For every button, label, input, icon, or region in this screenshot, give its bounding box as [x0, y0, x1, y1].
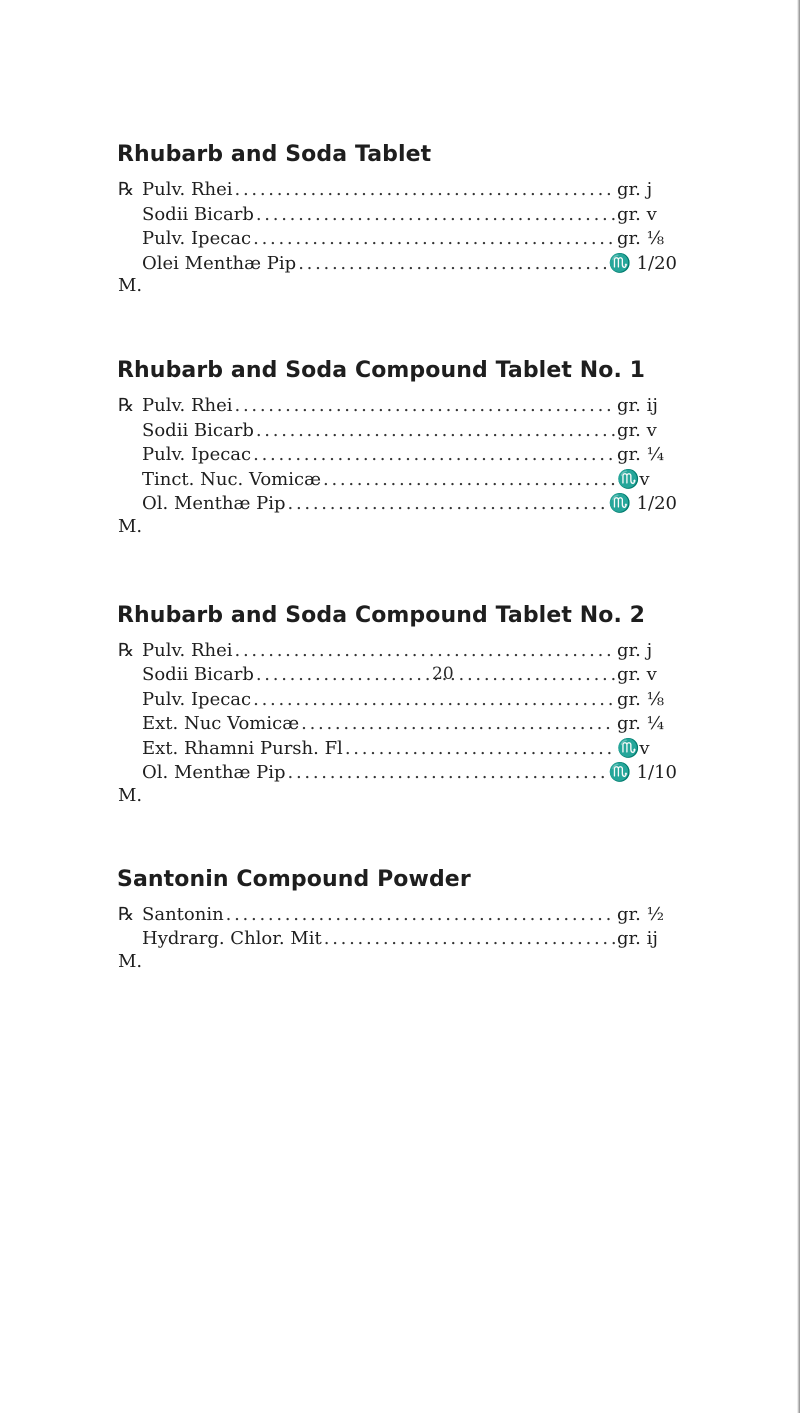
ingredient-dose: ♏ 1/20: [608, 493, 677, 514]
ingredient-line: [117, 663, 677, 688]
ingredient-dose: ♏v: [617, 468, 650, 490]
ingredient-line: [117, 443, 677, 468]
recipe-rhubarb-soda-tablet: [117, 140, 677, 296]
misce-mark: M.: [118, 950, 143, 972]
dot-leader: [256, 203, 615, 228]
ingredient-line: [117, 227, 677, 252]
dot-leader: [253, 227, 615, 252]
dot-leader: [235, 394, 616, 419]
ingredient-name: Sodii Bicarb: [142, 419, 254, 441]
dot-leader: [324, 927, 615, 952]
dot-leader: [288, 761, 607, 786]
recipe-title: Rhubarb and Soda Compound Tablet No. 1: [117, 358, 646, 383]
dot-leader: [298, 252, 606, 277]
misce-mark: M.: [118, 784, 143, 806]
page-number: 20: [432, 664, 454, 684]
ingredient-dose: gr. ¼: [617, 444, 665, 465]
ingredient-line: [117, 761, 677, 786]
ingredient-name: Tinct. Nuc. Vomicæ: [142, 468, 321, 490]
ingredient-line: [117, 468, 677, 493]
ingredient-name: Olei Menthæ Pip: [142, 252, 297, 274]
ingredient-dose: gr. ⅛: [617, 228, 665, 249]
ingredient-line: [117, 203, 677, 228]
ingredient-name: Ext. Nuc Vomicæ: [142, 713, 300, 734]
rx-symbol: ℞: [118, 179, 135, 200]
ingredient-name: Pulv. Rhei: [142, 395, 233, 416]
ingredient-name: Hydrarg. Chlor. Mit: [142, 928, 322, 949]
ingredient-line: [117, 252, 677, 277]
dot-leader: [253, 443, 615, 468]
misce-mark: M.: [118, 275, 143, 296]
ingredient-dose: gr. ⅛: [617, 688, 665, 710]
ingredient-name: Pulv. Ipecac: [142, 444, 252, 465]
ingredient-name: Pulv. Ipecac: [142, 228, 252, 249]
ingredient-name: Pulv. Rhei: [142, 639, 233, 661]
ingredient-line: [117, 927, 677, 952]
ingredient-name: Pulv. Rhei: [142, 179, 233, 200]
recipe-title: Rhubarb and Soda Tablet: [117, 142, 432, 167]
recipe-title: Rhubarb and Soda Compound Tablet No. 2: [117, 602, 646, 628]
ingredient-dose: gr. ¼: [617, 713, 665, 734]
dot-leader: [226, 903, 615, 928]
ingredient-line: [117, 903, 677, 928]
recipe-rhubarb-soda-compound-1: [117, 356, 677, 537]
ingredient-name: Ol. Menthæ Pip: [142, 762, 286, 783]
ingredient-line: [117, 688, 677, 713]
ingredient-dose: gr. ij: [617, 395, 658, 416]
ingredient-line: [117, 639, 677, 664]
ingredient-dose: gr. ij: [617, 928, 658, 949]
dot-leader: [323, 468, 615, 493]
ingredient-dose: gr. v: [617, 203, 657, 225]
recipe-santonin-compound-powder: [117, 865, 677, 972]
dot-leader: [235, 639, 616, 664]
dot-leader: [235, 178, 616, 203]
ingredient-name: Ext. Rhamni Pursh. Fl: [142, 737, 343, 759]
ingredient-dose: gr. v: [617, 664, 657, 685]
dot-leader: [256, 419, 615, 444]
rx-symbol: ℞: [118, 395, 135, 416]
ingredient-line: [117, 492, 677, 517]
ingredient-dose: gr. ½: [617, 903, 665, 925]
recipe-title: Santonin Compound Powder: [117, 866, 471, 892]
ingredient-dose: gr. j: [617, 639, 653, 661]
misce-mark: M.: [118, 515, 143, 537]
ingredient-line: [117, 178, 677, 203]
ingredient-dose: ♏ 1/10: [608, 762, 677, 783]
ingredient-name: Ol. Menthæ Pip: [142, 493, 286, 514]
rx-symbol: ℞: [118, 639, 135, 661]
ingredient-line: [117, 737, 677, 762]
ingredient-name: Sodii Bicarb: [142, 203, 254, 225]
ingredient-line: [117, 712, 677, 737]
recipe-rhubarb-soda-compound-2: [117, 601, 677, 806]
ingredient-name: Pulv. Ipecac: [142, 688, 252, 710]
ingredient-name: Sodii Bicarb: [142, 664, 254, 685]
ingredient-dose: gr. j: [617, 179, 653, 200]
ingredient-name: Santonin: [142, 903, 224, 925]
ingredient-dose: gr. v: [617, 419, 657, 441]
dot-leader: [345, 737, 615, 762]
document-page: [117, 140, 677, 972]
rx-symbol: ℞: [118, 903, 135, 925]
dot-leader: [288, 492, 607, 517]
ingredient-line: [117, 419, 677, 444]
ingredient-dose: ♏ 1/20: [608, 252, 677, 274]
dot-leader: [301, 712, 615, 737]
ingredient-line: [117, 394, 677, 419]
ingredient-dose: ♏v: [617, 737, 650, 759]
dot-leader: [253, 688, 615, 713]
